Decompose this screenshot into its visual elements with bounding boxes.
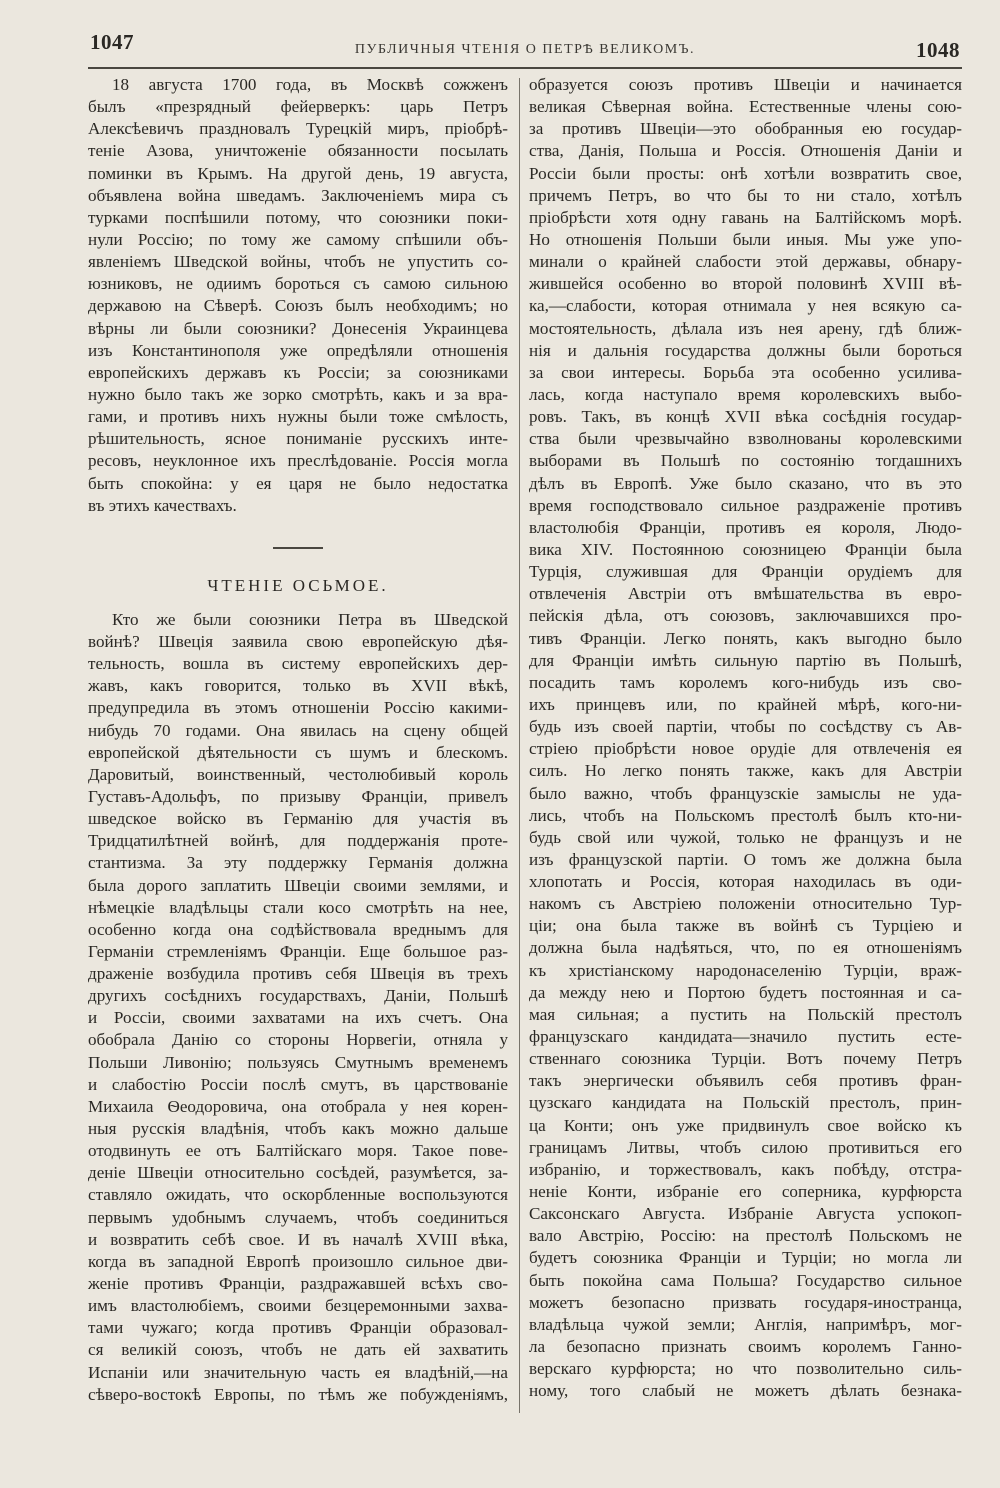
text-line: жившейся особенно во второй половинѣ XVIII вѣ- — [529, 274, 962, 294]
text-line: верскаго курфюрста; но что позволительно силь- — [529, 1359, 962, 1379]
text-line: войнѣ? Швеція заявила свою европейскую дѣя- — [88, 631, 508, 651]
text-line: вѣрны ли были союзники? Донесенія Украинцева — [88, 318, 508, 338]
text-line: нѣмецкіе владѣльцы стали косо смотрѣть на нее, — [88, 897, 508, 917]
text-line: ства были чрезвычайно взволнованы королевскими — [529, 429, 962, 449]
text-line: цузскаго кандидата на Польскій престолъ, прин- — [529, 1093, 962, 1113]
text-line: ся великій союзъ, чтобъ не дать ей захватить — [88, 1340, 508, 1360]
text-line: поминки въ Крымъ. На другой день, 19 августа, — [88, 163, 508, 183]
text-line: изъ французской партіи. О томъ же должна была — [529, 849, 962, 869]
text-line: Михаила Ѳеодоровича, она отобрала у нея корен- — [88, 1096, 508, 1116]
text-line: Тридцатилѣтней войнѣ, для поддержанія проте- — [88, 831, 508, 851]
page-number-right: 1048 — [916, 38, 960, 62]
text-line: ца Конти; онъ уже придвинулъ свое войско къ — [529, 1115, 962, 1135]
text-line: тами чужаго; когда противъ Франціи образовал- — [88, 1318, 508, 1338]
left-column — [88, 74, 508, 1406]
text-line: посадить тамъ королемъ кого-нибудь изъ сво- — [529, 672, 962, 692]
text-line: будетъ союзника Франціи и Турціи; но могла ли — [529, 1248, 962, 1268]
text-line: владѣльца чужой земли; Англія, напримѣръ, мог- — [529, 1314, 962, 1334]
text-line: пейскія дѣла, отъ союзовъ, заключавшихся про- — [529, 606, 962, 626]
text-line: европейскихъ державъ къ Россіи; за союзниками — [88, 362, 508, 382]
text-line: быть спокойна: у ея царя не было недостатка — [88, 473, 508, 493]
text-line: нибудь 70 годами. Она явилась на сцену общей — [88, 720, 508, 740]
text-line: властолюбія Франціи, противъ ея короля, Людо- — [529, 517, 962, 537]
text-line: ресовъ, неуклонное ихъ преслѣдованіе. Россія могла — [88, 451, 508, 471]
text-line: стантизма. За эту поддержку Германія должна — [88, 853, 508, 873]
text-line: будь изъ своей партіи, чтобы по сосѣдству съ Ав- — [529, 717, 962, 737]
text-line: Алексѣевичъ праздновалъ Турецкій миръ, пріобрѣ- — [88, 119, 508, 139]
text-line: мостоятельность, дѣлала изъ нея арену, гдѣ ближ- — [529, 318, 962, 338]
text-line: ства, Данія, Польша и Россія. Отношенія Даніи и — [529, 141, 962, 161]
text-line: ла безопасно признать своимъ королемъ Ганно- — [529, 1337, 962, 1357]
text-line: стріею пріобрѣсти новое орудіе для отвлеченія ея — [529, 739, 962, 759]
text-line: вало Австрію, Россію: на престолѣ Польскомъ не — [529, 1226, 962, 1246]
text-line: ныя русскія владѣнія, чтобъ какъ можно дальше — [88, 1119, 508, 1139]
text-line: европейской дѣятельности съ шумъ и блескомъ. — [88, 742, 508, 762]
text-line: отвлеченія Австріи отъ вмѣшательства въ евро- — [529, 584, 962, 604]
text-line: французскаго кандидата—значило пустить есте- — [529, 1027, 962, 1047]
text-line: нули Россію; по тому же самому спѣшили объ- — [88, 229, 508, 249]
text-line: женіе противъ Франціи, раздражавшей всѣхъ сво- — [88, 1274, 508, 1294]
text-line: лись, чтобъ на Польскомъ престолѣ былъ кто-ни- — [529, 805, 962, 825]
text-line: причемъ Петръ, во что бы то ни стало, хотѣлъ — [529, 185, 962, 205]
text-line: образуется союзъ противъ Швеціи и начинается — [529, 75, 962, 94]
text-line: за противъ Швеціи—это обобранныя ею государ- — [529, 119, 962, 139]
text-line: гами, и противъ нихъ нужны были тоже смѣлость, — [88, 407, 508, 427]
text-line: ставляло ожидать, что оскорбленные воспользуются — [88, 1185, 508, 1205]
text-line: великая Сѣверная война. Естественные члены сою- — [529, 97, 962, 117]
header-rule — [88, 67, 962, 69]
text-line: мая сильная; а пустить на Польскій престолъ — [529, 1004, 962, 1024]
text-line: предупредила въ этомъ отношеніи Россію какими- — [88, 698, 508, 718]
text-line: была дорого заплатить Швеціи своими землями, и — [88, 875, 508, 895]
section-separator — [273, 547, 323, 549]
text-line: рѣшительность, ясное пониманіе русскихъ инте- — [88, 429, 508, 449]
right-column-text — [529, 74, 962, 1402]
text-line: Испаніи или значительную часть ея владѣній,—на — [88, 1362, 508, 1382]
text-line: Германіи стремленіямъ Франціи. Еще большое раз- — [88, 941, 508, 961]
text-line: и возвратить себѣ свое. И въ началѣ XVIII вѣка, — [88, 1229, 508, 1249]
text-line: и слабостію Россіи послѣ смутъ, въ царствованіе — [88, 1074, 508, 1094]
text-line: былъ «презрядный фейерверкъ: царь Петръ — [88, 97, 508, 117]
text-line: было важно, чтобъ французскіе замыслы не уда- — [529, 783, 962, 803]
text-line: отодвинуть ее отъ Балтійскаго моря. Такое пове- — [88, 1141, 508, 1161]
column-divider — [519, 78, 520, 1413]
text-line: Саксонскаго Августа. Избраніе Августа успокоп- — [529, 1204, 962, 1224]
text-line: другихъ сосѣднихъ государствахъ, Даніи, Польшѣ — [88, 986, 508, 1006]
chapter-title: ЧТЕНІЕ ОСЬМОЕ. — [207, 575, 389, 595]
text-line: когда въ западной Европѣ произошло сильное дви- — [88, 1251, 508, 1271]
text-line: Густавъ-Адольфъ, по призыву Франціи, привелъ — [88, 786, 508, 806]
text-line: хлопотать и Россія, которая находилась въ оди- — [529, 872, 962, 892]
text-line: къ христіанскому народонаселенію Турціи, враж- — [529, 960, 962, 980]
text-line: сѣверо-востокѣ Европы, по тѣмъ же побужденіямъ, — [88, 1384, 508, 1404]
text-line: должна была надѣяться, что, по ея отношеніямъ — [529, 938, 962, 958]
text-line: тивъ Франціи. Легко понять, какъ выгодно было — [529, 628, 962, 648]
chapter-paragraph — [88, 609, 508, 1406]
text-line: да между нею и Портою будетъ постоянная и са- — [529, 982, 962, 1002]
text-line: деніе Швеціи относительно сосѣдей, разумѣется, за- — [88, 1163, 508, 1183]
text-line: Турція, служившая для Франціи орудіемъ для — [529, 562, 962, 582]
text-line: время господствовало сильное раздраженіе противъ — [529, 495, 962, 515]
text-line: Польши Ливонію; пользуясь Смутнымъ временемъ — [88, 1052, 508, 1072]
text-line: изъ Константинополя уже опредѣляли отношенія — [88, 340, 508, 360]
text-line: быть покойна сама Польша? Государство сильное — [529, 1270, 962, 1290]
text-line: выборами въ Польшѣ по состоянію тогдашнихъ — [529, 451, 962, 471]
text-line: тельность, вошла въ систему европейскихъ дер- — [88, 654, 508, 674]
running-title: ПУБЛИЧНЫЯ ЧТЕНІЯ О ПЕТРѢ ВЕЛИКОМЪ. — [354, 42, 696, 57]
text-line: избранію, и торжествовалъ, какъ побѣду, отстра- — [529, 1159, 962, 1179]
text-line: нужно было такъ же зорко смотрѣть, какъ и за вра- — [88, 384, 508, 404]
text-line: такъ энергически объявилъ себя противъ фран- — [529, 1071, 962, 1091]
text-line: Но отношенія Польши были иныя. Мы уже упо- — [529, 229, 962, 249]
text-line: ка,—слабости, которая отнимала у нея всякую са- — [529, 296, 962, 316]
text-line: въ этихъ качествахъ. — [88, 495, 237, 515]
text-line: турками поспѣшили потому, что союзники поки- — [88, 207, 508, 227]
text-line: ціи; она была также въ войнѣ съ Турціею и — [529, 916, 962, 936]
text-line: державою на Сѣверѣ. Союзъ былъ необходимъ; но — [88, 296, 508, 316]
text-line: пріобрѣсти хотя одну гавань на Балтійскомъ морѣ. — [529, 207, 962, 227]
text-line: Даровитый, воинственный, честолюбивый король — [88, 764, 508, 784]
page-number-left: 1047 — [90, 30, 134, 54]
text-line: накомъ съ Австріею положеніи относительно Тур- — [529, 894, 962, 914]
text-line: шведское войско въ Германію для участія въ — [88, 809, 508, 829]
text-line: нія и дальнія государства должны были бороться — [529, 340, 962, 360]
text-line: обобрала Данію со стороны Норвегіи, отняла у — [88, 1030, 508, 1050]
text-line: первымъ удобнымъ случаемъ, чтобъ соединиться — [88, 1207, 508, 1227]
text-line: драженіе возбудила противъ себя Швеція въ трехъ — [88, 964, 508, 984]
text-line: можетъ безопасно призвать государя-иностранца, — [529, 1292, 962, 1312]
text-line: ственнаго союзника Турціи. Вотъ почему Петръ — [529, 1049, 962, 1069]
text-line: ровъ. Такъ, въ концѣ XVII вѣка сосѣднія государ- — [529, 407, 962, 427]
text-line: особенно когда она содѣйствовала вреднымъ для — [88, 919, 508, 939]
text-line: ихъ принцевъ или, по крайней мѣрѣ, кого-ни- — [529, 694, 962, 714]
text-line: юзниковъ, не одиимъ бороться съ самою сильною — [88, 274, 508, 294]
text-line: Кто же были союзники Петра въ Шведской — [112, 609, 508, 629]
text-line: жавъ, какъ говорится, только въ XVII вѣкѣ, — [88, 676, 508, 696]
right-column — [529, 74, 962, 1402]
intro-paragraph — [88, 74, 508, 517]
text-line: 18 августа 1700 года, въ Москвѣ сожженъ — [112, 75, 508, 94]
text-line: Россіи были просты: онѣ хотѣли возвратить свое, — [529, 163, 962, 183]
text-line: для Франціи имѣть сильную партію въ Польшѣ, — [529, 650, 962, 670]
text-line: дѣлъ въ Европѣ. Уже было сказано, что въ это — [529, 473, 962, 493]
text-line: ному, того слабый не можетъ дѣлать безнака- — [529, 1381, 962, 1401]
text-line: объявлена война шведамъ. Заключеніемъ мира съ — [88, 185, 508, 205]
text-line: за свои интересы. Борьба эта особенно усилива- — [529, 362, 962, 382]
text-line: минали о крайней слабости этой державы, обнару- — [529, 252, 962, 272]
page-header — [90, 30, 960, 70]
text-line: неніе Конти, избраніе его соперника, курфюрста — [529, 1182, 962, 1202]
text-line: вика XIV. Постоянною союзницею Франціи была — [529, 539, 962, 559]
text-line: лась, когда наступало время королевскихъ выбо- — [529, 384, 962, 404]
text-line: явленіемъ Шведской войны, чтобъ не упустить со- — [88, 252, 508, 272]
text-line: границамъ Литвы, чтобъ силою противиться его — [529, 1137, 962, 1157]
text-line: и Россіи, своими захватами на ихъ счетъ. Она — [88, 1008, 508, 1028]
text-line: теніе Азова, уничтоженіе обязанности посылать — [88, 141, 508, 161]
text-line: силъ. Но легко понять также, какъ для Австріи — [529, 761, 962, 781]
text-line: имъ властолюбіемъ, своими безцеремонными захва- — [88, 1296, 508, 1316]
text-line: будь свой или чужой, только не французъ и не — [529, 827, 962, 847]
